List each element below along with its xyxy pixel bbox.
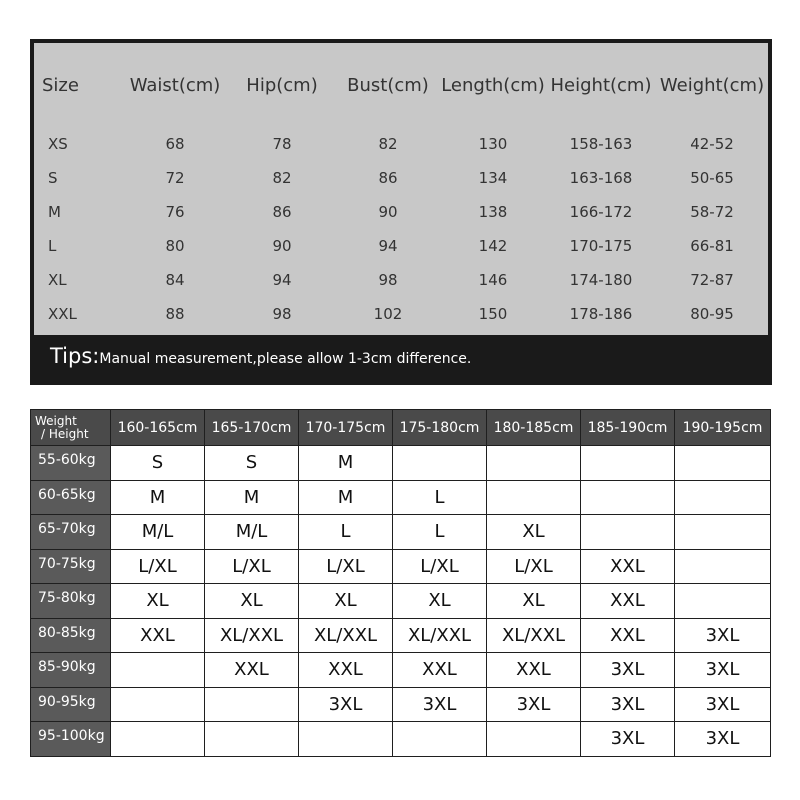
measurement-cell: 86	[378, 169, 398, 187]
size-chart-panel	[30, 39, 772, 385]
height-header: 160-165cm	[111, 410, 205, 446]
size-row	[34, 127, 768, 161]
recommended-size-cell	[675, 446, 771, 481]
recommended-size-cell	[111, 653, 205, 688]
size-row	[34, 263, 768, 297]
corner-height-label: / Height	[41, 426, 89, 441]
recommended-size-cell	[581, 515, 675, 550]
recommended-size-cell	[675, 549, 771, 584]
recommended-size-cell: XXL	[299, 653, 393, 688]
recommended-size-cell: XL	[111, 584, 205, 619]
weight-range-header: 80-85kg	[31, 618, 111, 653]
height-header: 175-180cm	[393, 410, 487, 446]
recommended-size-cell	[581, 446, 675, 481]
height-header: 180-185cm	[487, 410, 581, 446]
recommendation-header-row	[31, 410, 771, 446]
measurement-cell: 84	[165, 271, 185, 289]
recommended-size-cell: M	[111, 480, 205, 515]
size-row	[34, 195, 768, 229]
weight-range-header: 70-75kg	[31, 549, 111, 584]
size-row	[34, 229, 768, 263]
recommended-size-cell: 3XL	[299, 687, 393, 722]
tips-text: Manual measurement,please allow 1-3cm difference.	[99, 351, 472, 367]
recommended-size-cell: 3XL	[675, 722, 771, 757]
measurement-cell: 174-180	[569, 271, 633, 289]
size-label-cell: S	[48, 169, 58, 187]
recommended-size-cell	[393, 722, 487, 757]
recommended-size-cell: XXL	[581, 584, 675, 619]
measurement-cell: 170-175	[569, 237, 633, 255]
recommended-size-cell: XL	[299, 584, 393, 619]
recommended-size-cell: L/XL	[487, 549, 581, 584]
recommended-size-cell	[675, 584, 771, 619]
weight-range-header: 90-95kg	[31, 687, 111, 722]
recommendation-row	[31, 549, 771, 584]
recommended-size-cell: XL/XXL	[487, 618, 581, 653]
recommended-size-cell: 3XL	[581, 653, 675, 688]
measurement-cell: 80	[165, 237, 185, 255]
recommended-size-cell: L/XL	[393, 549, 487, 584]
corner-weight-label: Weight	[35, 413, 77, 428]
measurement-cell: 158-163	[569, 135, 633, 153]
recommendation-row	[31, 687, 771, 722]
recommended-size-cell: XXL	[393, 653, 487, 688]
recommended-size-cell	[487, 480, 581, 515]
size-label-cell: XS	[48, 135, 68, 153]
column-header-waist: Waist(cm)	[129, 74, 221, 96]
recommended-size-cell: 3XL	[581, 687, 675, 722]
measurement-cell: 146	[478, 271, 508, 289]
weight-range-header: 55-60kg	[31, 446, 111, 481]
recommended-size-cell: M	[205, 480, 299, 515]
recommended-size-cell	[111, 722, 205, 757]
weight-range-header: 65-70kg	[31, 515, 111, 550]
measurement-cell: 82	[378, 135, 398, 153]
size-label-cell: XL	[48, 271, 67, 289]
measurement-cell: 82	[272, 169, 292, 187]
measurement-cell: 150	[478, 305, 508, 323]
recommended-size-cell: M/L	[205, 515, 299, 550]
recommended-size-cell	[487, 722, 581, 757]
size-chart-body	[34, 43, 768, 335]
recommended-size-cell: S	[111, 446, 205, 481]
tips-note	[50, 344, 471, 368]
size-label-cell: M	[48, 203, 61, 221]
recommended-size-cell: XL	[487, 515, 581, 550]
recommendation-row	[31, 618, 771, 653]
measurement-cell: 80-95	[690, 305, 734, 323]
measurement-cell: 134	[478, 169, 508, 187]
measurement-cell: 94	[378, 237, 398, 255]
recommended-size-cell	[487, 446, 581, 481]
recommended-size-cell: XL/XXL	[393, 618, 487, 653]
corner-header	[31, 410, 111, 446]
size-row	[34, 297, 768, 331]
measurement-cell: 98	[378, 271, 398, 289]
size-label-cell: XXL	[48, 305, 77, 323]
recommended-size-cell	[675, 480, 771, 515]
recommended-size-cell: L	[393, 515, 487, 550]
height-header: 185-190cm	[581, 410, 675, 446]
recommended-size-cell: L/XL	[111, 549, 205, 584]
recommended-size-cell: 3XL	[675, 653, 771, 688]
column-header-height: Height(cm)	[550, 74, 652, 96]
recommended-size-cell: XXL	[205, 653, 299, 688]
recommended-size-cell	[299, 722, 393, 757]
recommended-size-cell: XXL	[111, 618, 205, 653]
size-label-cell: L	[48, 237, 57, 255]
recommended-size-cell	[581, 480, 675, 515]
height-header: 190-195cm	[675, 410, 771, 446]
recommended-size-cell	[111, 687, 205, 722]
recommended-size-cell: XL	[487, 584, 581, 619]
measurement-cell: 163-168	[569, 169, 633, 187]
recommended-size-cell: XL/XXL	[299, 618, 393, 653]
recommended-size-cell: S	[205, 446, 299, 481]
recommended-size-cell: 3XL	[675, 618, 771, 653]
measurement-cell: 78	[272, 135, 292, 153]
recommended-size-cell	[393, 446, 487, 481]
weight-range-header: 60-65kg	[31, 480, 111, 515]
recommended-size-cell: L	[299, 515, 393, 550]
measurement-cell: 42-52	[690, 135, 734, 153]
recommended-size-cell: L	[393, 480, 487, 515]
measurement-cell: 72-87	[690, 271, 734, 289]
recommendation-row	[31, 480, 771, 515]
recommended-size-cell	[205, 687, 299, 722]
measurement-cell: 76	[165, 203, 185, 221]
measurement-cell: 94	[272, 271, 292, 289]
weight-range-header: 95-100kg	[31, 722, 111, 757]
column-header-length: Length(cm)	[441, 74, 545, 96]
recommendation-row	[31, 515, 771, 550]
recommendation-row	[31, 446, 771, 481]
column-header-weight: Weight(cm)	[659, 74, 765, 96]
measurement-cell: 130	[478, 135, 508, 153]
recommended-size-cell: 3XL	[675, 687, 771, 722]
recommended-size-cell: L/XL	[205, 549, 299, 584]
size-recommendation-table	[30, 409, 771, 757]
height-header: 165-170cm	[205, 410, 299, 446]
recommended-size-cell: XXL	[581, 549, 675, 584]
recommended-size-cell: M	[299, 480, 393, 515]
measurement-cell: 50-65	[690, 169, 734, 187]
measurement-cell: 86	[272, 203, 292, 221]
column-header-size: Size	[42, 74, 79, 96]
recommendation-row	[31, 722, 771, 757]
measurement-cell: 166-172	[569, 203, 633, 221]
measurement-cell: 88	[165, 305, 185, 323]
weight-range-header: 85-90kg	[31, 653, 111, 688]
size-row	[34, 161, 768, 195]
recommended-size-cell: XXL	[581, 618, 675, 653]
recommended-size-cell	[675, 515, 771, 550]
size-table-header-row	[34, 43, 768, 127]
recommended-size-cell: M/L	[111, 515, 205, 550]
measurement-cell: 58-72	[690, 203, 734, 221]
recommended-size-cell: XL	[205, 584, 299, 619]
weight-range-header: 75-80kg	[31, 584, 111, 619]
measurement-cell: 138	[478, 203, 508, 221]
measurement-cell: 98	[272, 305, 292, 323]
measurement-cell: 90	[272, 237, 292, 255]
measurement-cell: 72	[165, 169, 185, 187]
recommended-size-cell: XXL	[487, 653, 581, 688]
size-measurement-table	[34, 43, 768, 331]
measurement-cell: 178-186	[569, 305, 633, 323]
recommended-size-cell: XL/XXL	[205, 618, 299, 653]
recommended-size-cell: L/XL	[299, 549, 393, 584]
recommended-size-cell: M	[299, 446, 393, 481]
recommended-size-cell: 3XL	[487, 687, 581, 722]
recommended-size-cell: XL	[393, 584, 487, 619]
tips-label: Tips:	[50, 344, 100, 368]
column-header-bust: Bust(cm)	[347, 74, 429, 96]
height-header: 170-175cm	[299, 410, 393, 446]
column-header-hip: Hip(cm)	[246, 74, 318, 96]
recommended-size-cell: 3XL	[393, 687, 487, 722]
recommendation-row	[31, 653, 771, 688]
measurement-cell: 90	[378, 203, 398, 221]
recommended-size-cell: 3XL	[581, 722, 675, 757]
recommendation-row	[31, 584, 771, 619]
measurement-cell: 102	[373, 305, 403, 323]
recommended-size-cell	[205, 722, 299, 757]
measurement-cell: 142	[478, 237, 508, 255]
measurement-cell: 66-81	[690, 237, 734, 255]
measurement-cell: 68	[165, 135, 185, 153]
